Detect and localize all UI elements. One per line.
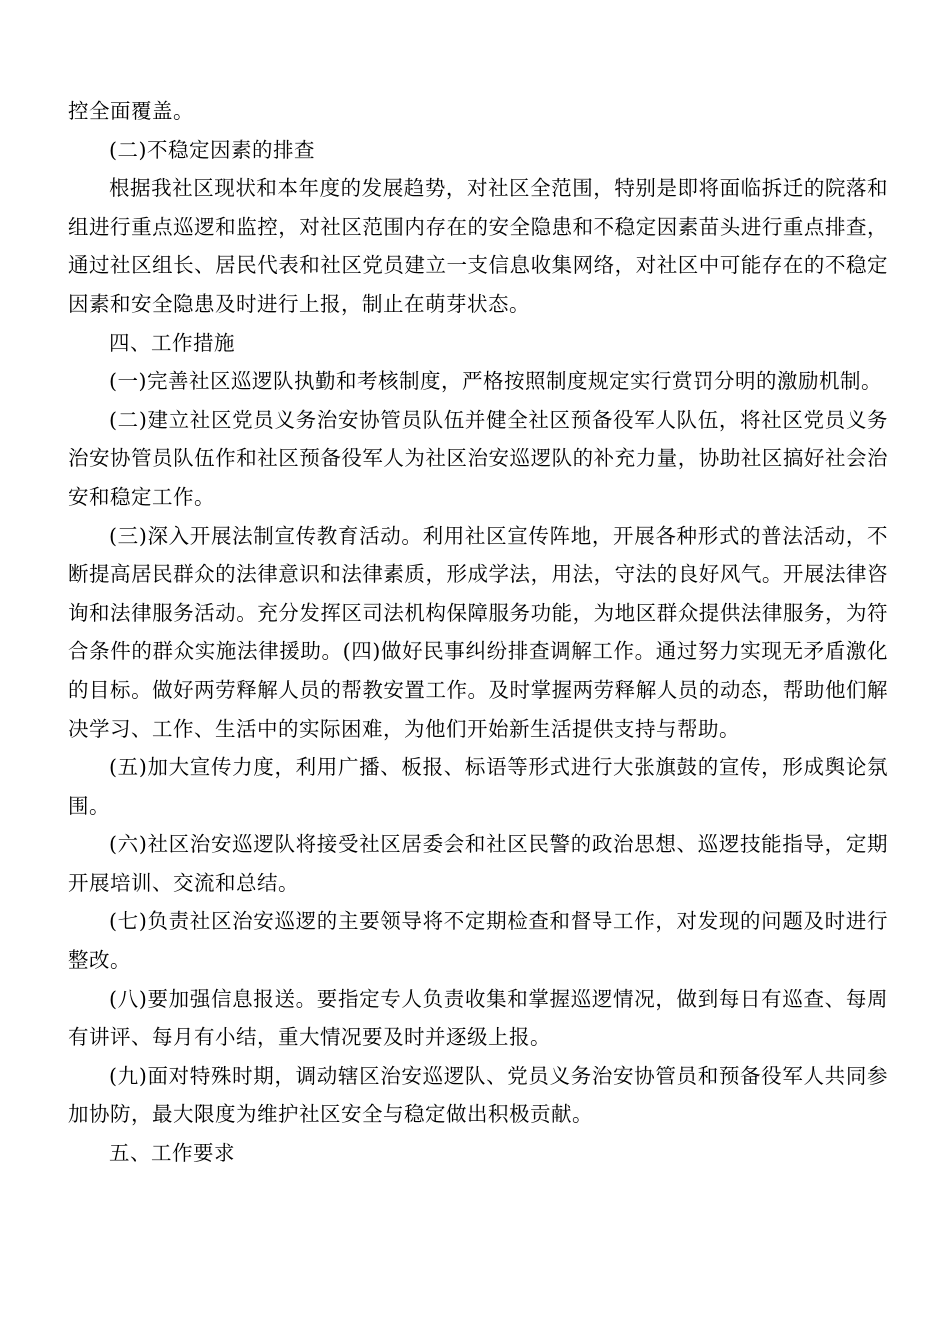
measure-item-6: (六)社区治安巡逻队将接受社区居委会和社区民警的政治思想、巡逻技能指导，定期开展培训、交流和总结。 [68, 832, 888, 895]
section-heading-requirements: 五、工作要求 [109, 1141, 235, 1166]
section-heading-measures: 四、工作措施 [109, 330, 235, 355]
paragraph-continuation: 控全面覆盖。 [68, 99, 194, 123]
measure-item-7: (七)负责社区治安巡逻的主要领导将不定期检查和督导工作，对发现的问题及时进行整改。 [68, 909, 888, 973]
paragraph-investigation: 根据我社区现状和本年度的发展趋势，对社区全范围，特别是即将面临拆迁的院落和组进行重点巡逻和监控，对社区范围内存在的安全隐患和不稳定因素苗头进行重点排查，通过社区组长、居民代表和社区党员建立一支信息收集网络，对社区中可能存在的不稳定因素和安全隐患及时进行上报，制止在萌芽状态。 [68, 176, 888, 316]
document-body [68, 92, 888, 1173]
measure-item-9: (九)面对特殊时期，调动辖区治安巡逻队、党员义务治安协管员和预备役军人共同参加协防，最大限度为维护社区安全与稳定做出积极贡献。 [68, 1063, 888, 1127]
measure-item-8: (八)要加强信息报送。要指定专人负责收集和掌握巡逻情况，做到每日有巡查、每周有讲评、每月有小结，重大情况要及时并逐级上报。 [68, 986, 888, 1050]
measure-item-1: (一)完善社区巡逻队执勤和考核制度，严格按照制度规定实行赏罚分明的激励机制。 [109, 369, 882, 394]
subheading-unstable-factors: (二)不稳定因素的排查 [109, 137, 315, 162]
measure-item-3-4: (三)深入开展法制宣传教育活动。利用社区宣传阵地，开展各种形式的普法活动，不断提高居民群众的法律意识和法律素质，形成学法，用法，守法的良好风气。开展法律咨询和法律服务活动。充分发挥区司法机构保障服务功能，为地区群众提供法律服务，为符合条件的群众实施法律援助。(四)做好民事纠纷排查调解工作。通过努力实现无矛盾激化的目标。做好两劳释解人员的帮教安置工作。及时掌握两劳释解人员的动态，帮助他们解决学习、工作、生活中的实际困难，为他们开始新生活提供支持与帮助。 [68, 523, 888, 741]
measure-item-2: (二)建立社区党员义务治安协管员队伍并健全社区预备役军人队伍，将社区党员义务治安协管员队伍作和社区预备役军人为社区治安巡逻队的补充力量，协助社区搞好社会治安和稳定工作。 [68, 407, 888, 509]
measure-item-5: (五)加大宣传力度，利用广播、板报、标语等形式进行大张旗鼓的宣传，形成舆论氛围。 [68, 755, 888, 818]
